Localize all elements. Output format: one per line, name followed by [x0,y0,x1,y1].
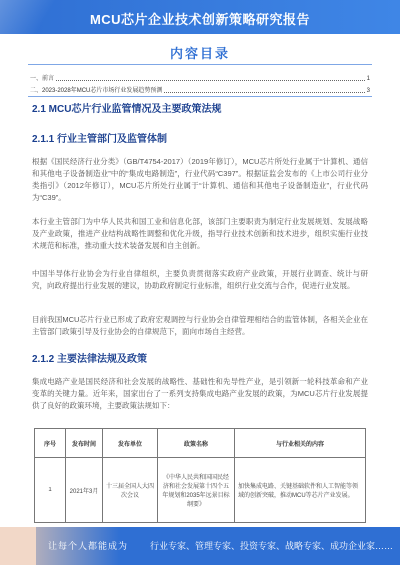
table-cell: 2021年3月 [66,458,103,523]
footer-decoration [0,527,36,565]
column-header: 序号 [35,429,66,458]
section-heading: 2.1 MCU芯片行业监管情况及主要政策法规 [32,104,222,115]
table-header-row [35,429,366,458]
toc-entry[interactable] [30,84,370,94]
toc-entry-page: 3 [366,88,370,94]
body-paragraph: 根据《国民经济行业分类》（GB/T4754-2017）（2019年修订），MCU芯片所处行业属于“计算机、通信和其他电子设备制造业”中的“集成电路制造”，行业代码“C397”。根据证监会发布的《上市公司行业分类指引》（2012年修订），MCU芯片所处行业属于“计算机、通信和其他电子设备制造业”，行业代码为“C39”。 [32,157,368,202]
body-paragraph: 集成电路产业是国民经济和社会发展的战略性、基础性和先导性产业，是引领新一轮科技革命和产业变革的关键力量。近年来，国家出台了一系列支持集成电路产业发展的政策，为MCU芯片行业发展提供了良好的政策环境，主要政策法规如下： [32,377,368,410]
subsection-heading: 2.1.2 主要法律法规及政策 [32,354,148,365]
table-row [35,458,366,523]
toc-entry[interactable] [30,72,370,82]
body-paragraph: 中国半导体行业协会为行业自律组织，主要负责贯彻落实政府产业政策，开展行业调查、统计与研究，向政府提出行业发展的建议，协助政府制定行业标准，组织行业交流与合作，促进行业发展。 [32,269,368,290]
column-header: 发布时间 [66,429,103,458]
toc-divider-bottom [28,96,372,97]
toc-entry-label: 二、2023-2028年MCU芯片市场行业发展趋势预测 [30,88,163,94]
table-cell: 十三届全国人大四次会议 [103,458,158,523]
body-paragraph: 目前我国MCU芯片行业已形成了政府宏观调控与行业协会自律管理相结合的监管体制，各相关企业在主管部门政策引导及行业协会的自律规范下，面向市场自主经营。 [32,315,368,336]
table-cell: 加快集成电路、关键基础软件和人工智能等领域的创新突破，推动MCU等芯片产业发展。 [235,458,366,523]
report-header [0,0,400,34]
toc-divider-top [28,64,372,65]
page-footer [0,527,400,565]
policy-table [34,428,366,523]
column-header: 发布单位 [103,429,158,458]
body-paragraph: 本行业主管部门为中华人民共和国工业和信息化部，该部门主要职责为制定行业发展规划、发展战略及产业政策，推进产业结构战略性调整和优化升级，指导行业技术创新和技术进步，组织实施行业技术规范和标准，推动重大技术装备发展和自主创新。 [32,217,368,250]
column-header: 与行业相关的内容 [235,429,366,458]
footer-slogan: 让每个人都能成为 [48,541,129,551]
table-cell: 《中华人民共和国国民经济和社会发展第十四个五年规划和2035年远景目标纲要》 [158,458,235,523]
toc-leader-dots [56,80,365,81]
toc-entry-page: 1 [366,76,370,82]
report-title: MCU芯片企业技术创新策略研究报告 [89,12,311,27]
toc-title: 内容目录 [169,46,230,61]
table-cell: 1 [35,458,66,523]
footer-tagline: 行业专家、管理专家、投资专家、战略专家、成功企业家…… [150,541,394,551]
toc-entry-label: 一、前言 [30,76,55,82]
column-header: 政策名称 [158,429,235,458]
toc-leader-dots [164,92,364,93]
subsection-heading: 2.1.1 行业主管部门及监管体制 [32,134,168,145]
